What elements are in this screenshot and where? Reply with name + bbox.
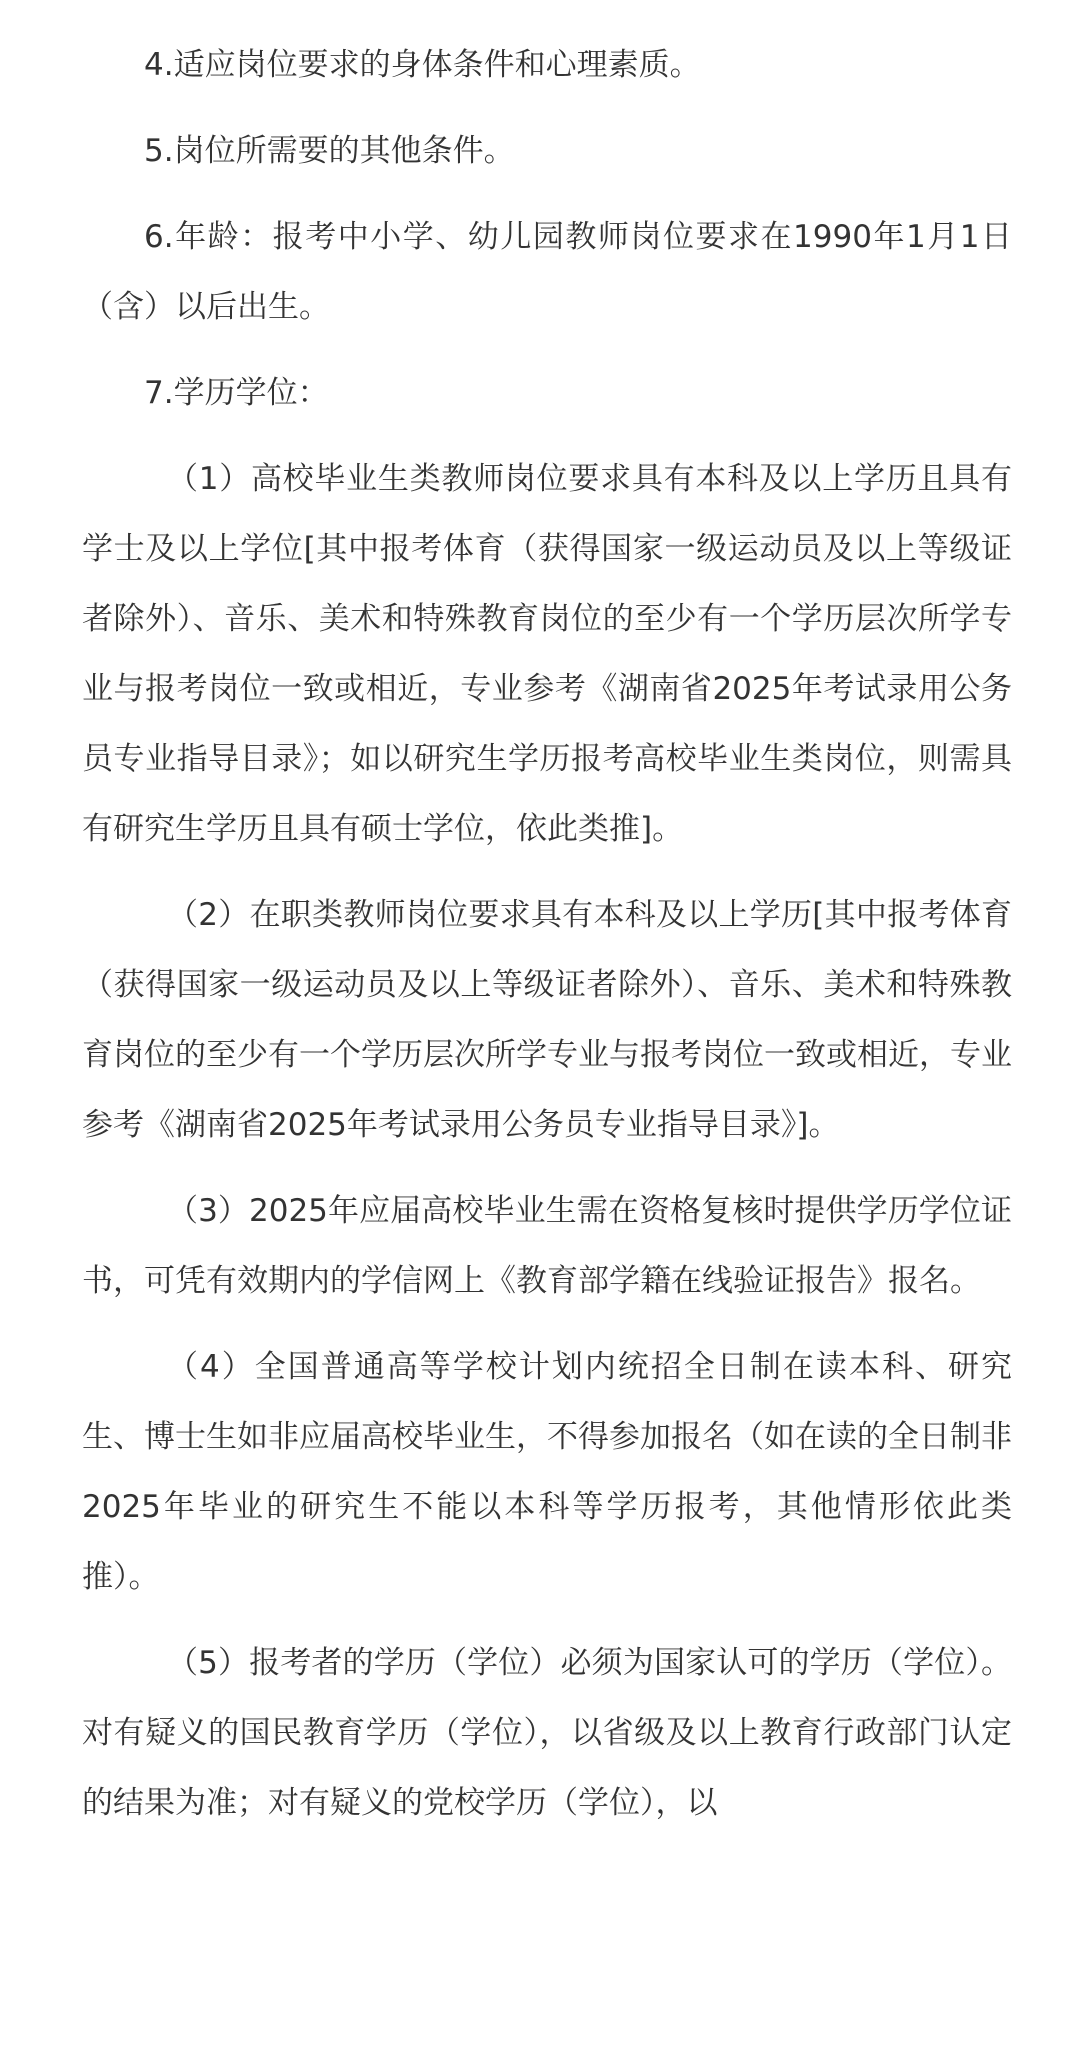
requirement-item-6-age: 6.年龄：报考中小学、幼儿园教师岗位要求在1990年1月1日（含）以后出生。 <box>82 219 1012 325</box>
requirement-item-5: 5.岗位所需要的其他条件。 <box>144 133 515 169</box>
education-clause-5: （5）报考者的学历（学位）必须为国家认可的学历（学位）。对有疑义的国民教育学历（学位），以省级及以上教育行政部门认定的结果为准；对有疑义的党校学历（学位），以 <box>82 1645 1012 1821</box>
education-clause-1: （1）高校毕业生类教师岗位要求具有本科及以上学历且具有学士及以上学位[其中报考体育（获得国家一级运动员及以上等级证者除外）、音乐、美术和特殊教育岗位的至少有一个学历层次所学专业与报考岗位一致或相近，专业参考《湖南省2025年考试录用公务员专业指导目录》；如以研究生学历报考高校毕业生类岗位，则需具有研究生学历且具有硕士学位，依此类推]。 <box>82 461 1012 847</box>
requirement-item-7-education: 7.学历学位： <box>144 375 329 411</box>
requirement-item-4: 4.适应岗位要求的身体条件和心理素质。 <box>144 47 701 83</box>
article-body <box>82 30 1012 1854</box>
education-clause-4: （4）全国普通高等学校计划内统招全日制在读本科、研究生、博士生如非应届高校毕业生，不得参加报名（如在读的全日制非2025年毕业的研究生不能以本科等学历报考，其他情形依此类推）。 <box>82 1349 1012 1595</box>
education-clause-3: （3）2025年应届高校毕业生需在资格复核时提供学历学位证书，可凭有效期内的学信网上《教育部学籍在线验证报告》报名。 <box>82 1193 1012 1299</box>
education-clause-2: （2）在职类教师岗位要求具有本科及以上学历[其中报考体育（获得国家一级运动员及以上等级证者除外）、音乐、美术和特殊教育岗位的至少有一个学历层次所学专业与报考岗位一致或相近，专业参考《湖南省2025年考试录用公务员专业指导目录》]。 <box>82 897 1012 1143</box>
